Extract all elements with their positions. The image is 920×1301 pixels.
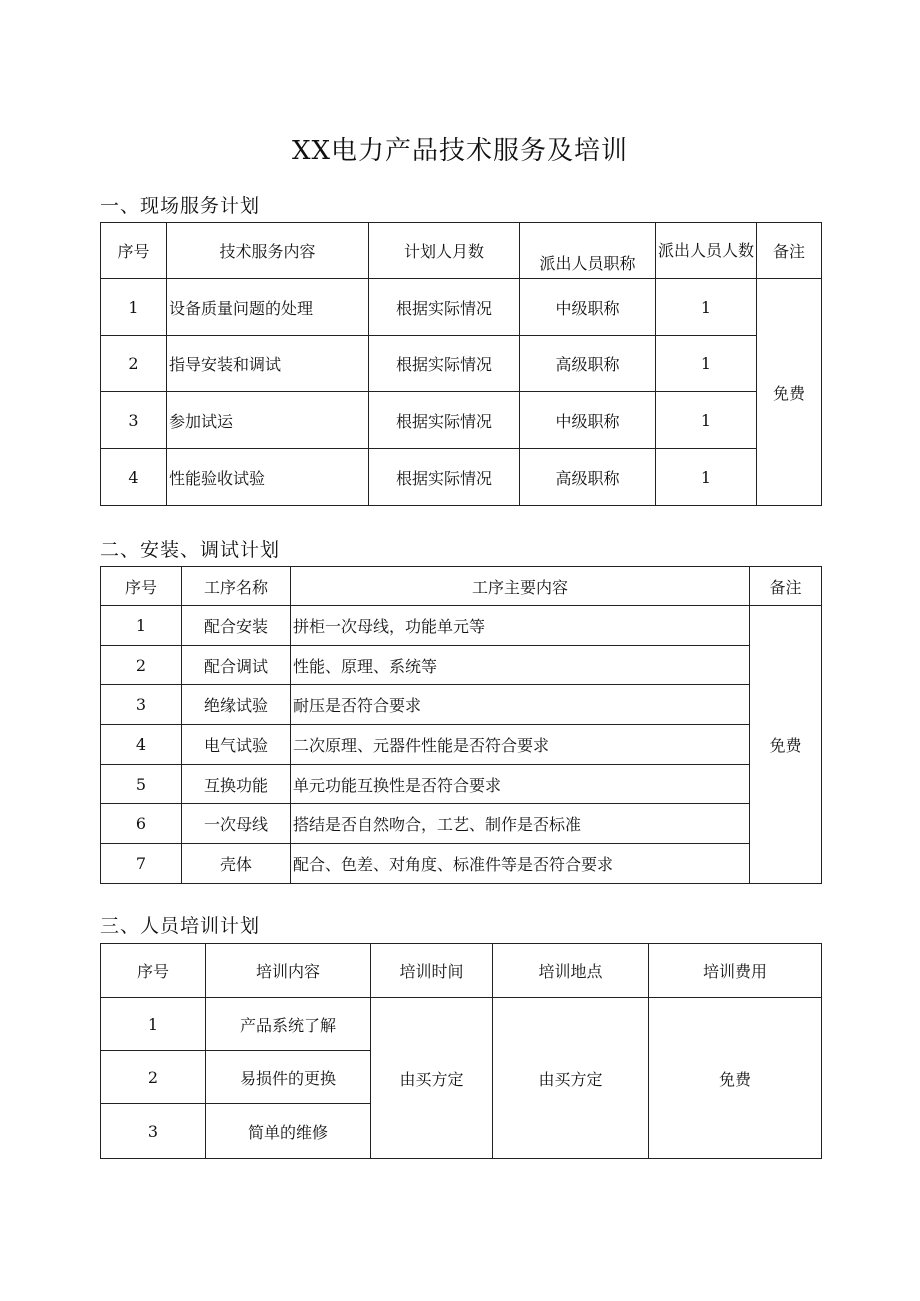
process-content: 拼柜一次母线，功能单元等 <box>291 606 750 646</box>
table-row <box>101 449 822 506</box>
training-content: 产品系统了解 <box>206 998 371 1051</box>
staff-count: 1 <box>656 336 757 392</box>
table-row <box>101 392 822 449</box>
header-cell: 培训费用 <box>649 944 822 998</box>
planned-man-months: 根据实际情况 <box>369 279 520 336</box>
section-heading-onsite-service: 一、现场服务计划 <box>100 195 261 217</box>
page-title: XX电力产品技术服务及培训 <box>291 136 629 166</box>
staff-count: 1 <box>656 449 757 506</box>
row-number: 4 <box>101 725 182 765</box>
planned-man-months: 根据实际情况 <box>369 449 520 506</box>
training-time: 由买方定 <box>371 998 493 1159</box>
row-number: 3 <box>101 685 182 725</box>
process-name: 壳体 <box>182 844 291 884</box>
process-content: 搭结是否自然吻合，工艺、制作是否标准 <box>291 804 750 844</box>
row-number: 3 <box>101 392 167 449</box>
table-header-row <box>101 223 822 279</box>
table-row <box>101 336 822 392</box>
header-cell: 培训内容 <box>206 944 371 998</box>
table-row <box>101 725 822 765</box>
header-cell: 备注 <box>750 567 822 606</box>
header-cell: 培训时间 <box>371 944 493 998</box>
header-cell: 派出人员职称 <box>520 223 656 279</box>
header-cell: 派出人员人数 <box>656 223 757 279</box>
process-content: 耐压是否符合要求 <box>291 685 750 725</box>
note-cell: 免费 <box>750 606 822 884</box>
staff-count: 1 <box>656 392 757 449</box>
service-content: 性能验收试验 <box>167 449 369 506</box>
row-number: 3 <box>101 1104 206 1159</box>
installation-table <box>100 566 822 884</box>
training-fee: 免费 <box>649 998 822 1159</box>
staff-title: 中级职称 <box>520 392 656 449</box>
process-name: 一次母线 <box>182 804 291 844</box>
process-name: 电气试验 <box>182 725 291 765</box>
table-row <box>101 606 822 646</box>
row-number: 2 <box>101 1051 206 1104</box>
service-content: 参加试运 <box>167 392 369 449</box>
process-name: 绝缘试验 <box>182 685 291 725</box>
row-number: 7 <box>101 844 182 884</box>
header-cell: 备注 <box>757 223 822 279</box>
training-place: 由买方定 <box>493 998 649 1159</box>
header-cell: 工序名称 <box>182 567 291 606</box>
row-number: 2 <box>101 646 182 685</box>
header-cell: 序号 <box>101 567 182 606</box>
planned-man-months: 根据实际情况 <box>369 336 520 392</box>
process-name: 互换功能 <box>182 765 291 804</box>
row-number: 6 <box>101 804 182 844</box>
row-number: 5 <box>101 765 182 804</box>
staff-title: 高级职称 <box>520 336 656 392</box>
staff-count: 1 <box>656 279 757 336</box>
header-cell: 工序主要内容 <box>291 567 750 606</box>
table-header-row <box>101 944 822 998</box>
header-cell: 序号 <box>101 223 167 279</box>
row-number: 2 <box>101 336 167 392</box>
training-content: 易损件的更换 <box>206 1051 371 1104</box>
service-content: 指导安装和调试 <box>167 336 369 392</box>
header-cell: 培训地点 <box>493 944 649 998</box>
header-cell: 技术服务内容 <box>167 223 369 279</box>
staff-title: 中级职称 <box>520 279 656 336</box>
row-number: 4 <box>101 449 167 506</box>
row-number: 1 <box>101 606 182 646</box>
note-cell: 免费 <box>757 279 822 506</box>
planned-man-months: 根据实际情况 <box>369 392 520 449</box>
table-row <box>101 685 822 725</box>
section-heading-installation: 二、安装、调试计划 <box>100 539 281 561</box>
row-number: 1 <box>101 279 167 336</box>
process-name: 配合安装 <box>182 606 291 646</box>
row-number: 1 <box>101 998 206 1051</box>
table-row <box>101 765 822 804</box>
process-content: 二次原理、元器件性能是否符合要求 <box>291 725 750 765</box>
table-row <box>101 804 822 844</box>
section-heading-training: 三、人员培训计划 <box>100 915 261 937</box>
staff-title: 高级职称 <box>520 449 656 506</box>
header-cell: 计划人月数 <box>369 223 520 279</box>
table-header-row <box>101 567 822 606</box>
process-content: 单元功能互换性是否符合要求 <box>291 765 750 804</box>
training-content: 简单的维修 <box>206 1104 371 1159</box>
table-row <box>101 279 822 336</box>
process-name: 配合调试 <box>182 646 291 685</box>
service-content: 设备质量问题的处理 <box>167 279 369 336</box>
onsite-service-table <box>100 222 822 506</box>
training-table <box>100 943 822 1159</box>
header-cell: 序号 <box>101 944 206 998</box>
process-content: 配合、色差、对角度、标准件等是否符合要求 <box>291 844 750 884</box>
table-row <box>101 844 822 884</box>
table-row <box>101 998 822 1051</box>
table-row <box>101 646 822 685</box>
process-content: 性能、原理、系统等 <box>291 646 750 685</box>
